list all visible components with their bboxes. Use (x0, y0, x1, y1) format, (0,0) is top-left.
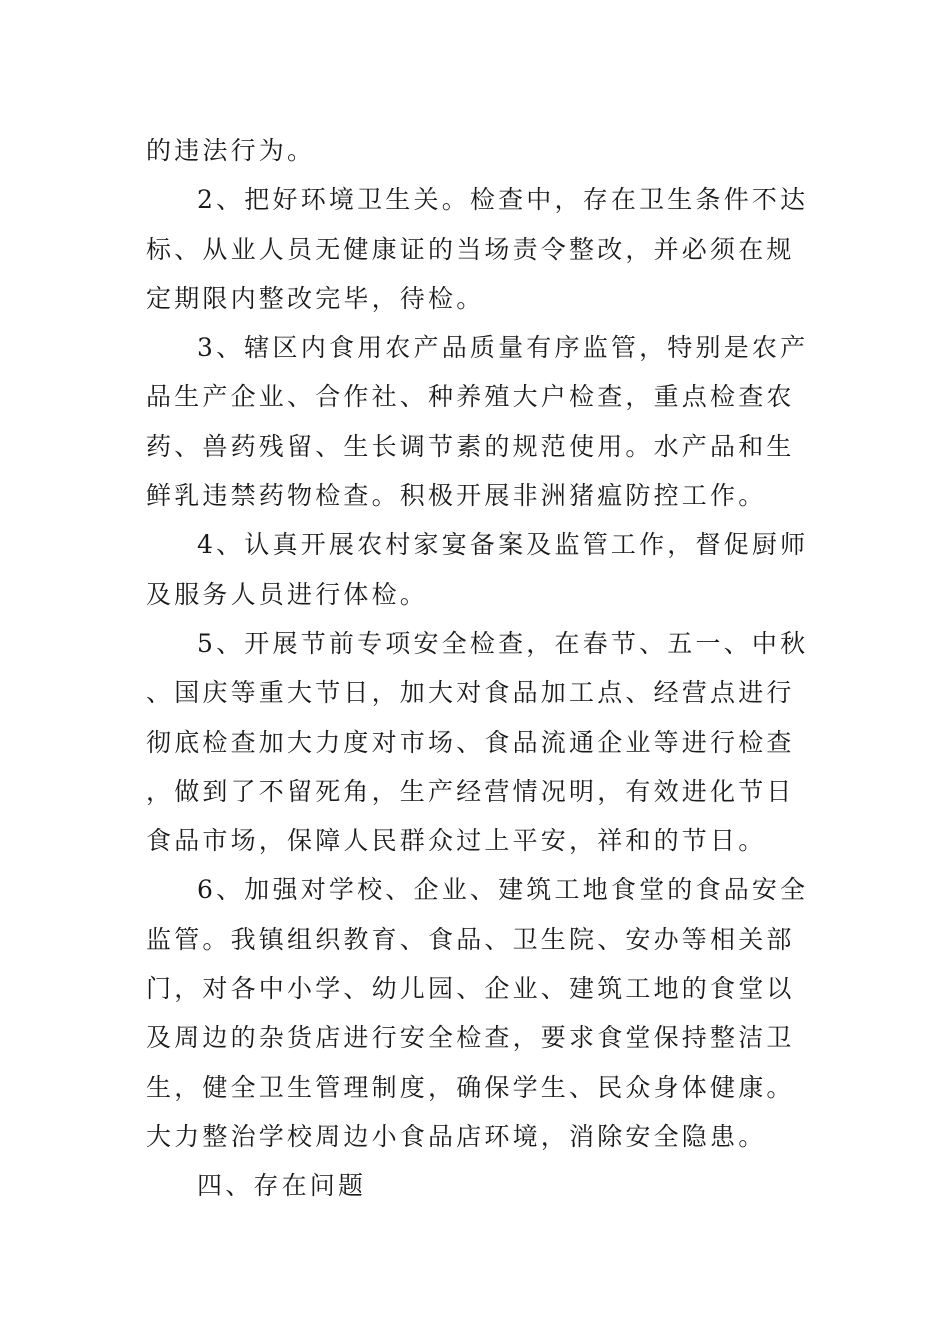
document-body (146, 126, 818, 1211)
paragraph-item-4: 4、认真开展农村家宴备案及监管工作，督促厨师及服务人员进行体检。 (146, 530, 809, 609)
paragraph-item-6: 6、加强对学校、企业、建筑工地食堂的食品安全监管。我镇组织教育、食品、卫生院、安办等相关部门，对各中小学、幼儿园、企业、建筑工地的食堂以及周边的杂货店进行安全检查，要求食堂保持整洁卫生，健全卫生管理制度，确保学生、民众身体健康。大力整治学校周边小食品店环境，消除安全隐患。 (146, 875, 809, 1151)
paragraph-continuation: 的违法行为。 (146, 136, 316, 165)
section-heading-problems: 四、存在问题 (197, 1171, 367, 1201)
paragraph-item-2: 2、把好环境卫生关。检查中，存在卫生条件不达标、从业人员无健康证的当场责令整改，并必须在规定期限内整改完毕，待检。 (146, 185, 809, 313)
paragraph-item-3: 3、辖区内食用农产品质量有序监管，特别是农产品生产企业、合作社、种养殖大户检查，重点检查农药、兽药残留、生长调节素的规范使用。水产品和生鲜乳违禁药物检查。积极开展非洲猪瘟防控工作。 (146, 333, 809, 511)
paragraph-item-5: 5、开展节前专项安全检查，在春节、五一、中秋、国庆等重大节日，加大对食品加工点、经营点进行彻底检查加大力度对市场、食品流通企业等进行检查，做到了不留死角，生产经营情况明，有效进化节日食品市场，保障人民群众过上平安，祥和的节日。 (146, 628, 809, 856)
